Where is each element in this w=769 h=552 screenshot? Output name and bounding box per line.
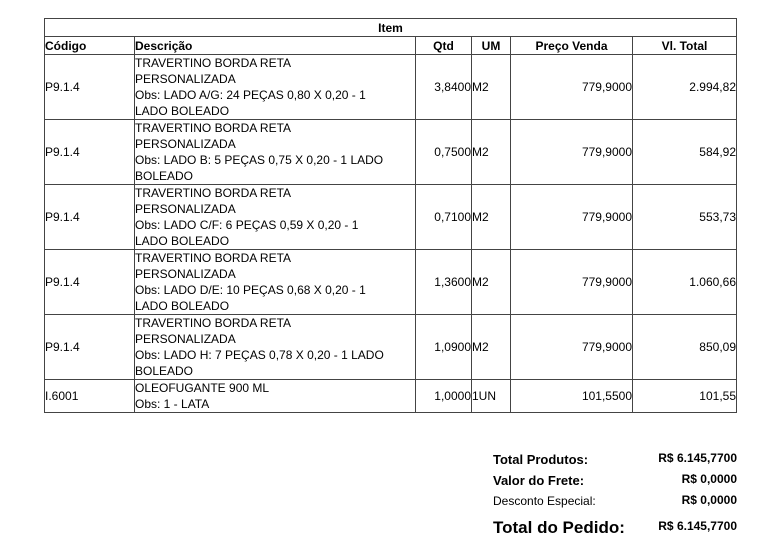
header-um: UM [472,37,511,55]
cell-descricao [135,55,416,120]
order-totals [493,449,739,540]
cell-codigo: P9.1.4 [45,55,135,120]
desc-line: PERSONALIZADA [135,72,236,86]
header-descricao: Descrição [135,37,416,55]
cell-descricao [135,120,416,185]
cell-qtd: 3,8400 [416,55,472,120]
desc-line: LADO BOLEADO [135,299,230,313]
table-row [45,380,737,413]
desc-line: PERSONALIZADA [135,202,236,216]
desc-line: PERSONALIZADA [135,267,236,281]
total-produtos-row [493,449,739,470]
cell-total: 2.994,82 [633,55,737,120]
desc-line: PERSONALIZADA [135,332,236,346]
cell-descricao [135,185,416,250]
desconto-especial-row [493,491,739,512]
table-row [45,120,737,185]
cell-total: 584,92 [633,120,737,185]
desc-line: LADO BOLEADO [135,104,230,118]
total-pedido-value: R$ 6.145,7700 [658,519,737,533]
group-header-row [45,19,737,37]
cell-total: 553,73 [633,185,737,250]
cell-preco: 779,9000 [511,55,633,120]
cell-qtd: 1,3600 [416,250,472,315]
table-row [45,55,737,120]
cell-descricao [135,315,416,380]
cell-qtd: 1,0000 [416,380,472,413]
total-pedido-label: Total do Pedido: [493,518,625,537]
header-total: Vl. Total [633,37,737,55]
cell-preco: 779,9000 [511,250,633,315]
total-produtos-label: Total Produtos: [493,452,589,467]
cell-preco: 779,9000 [511,315,633,380]
desc-line: BOLEADO [135,364,194,378]
desc-line: Obs: 1 - LATA [135,397,210,411]
total-pedido-row [493,512,739,540]
cell-um: M2 [472,55,511,120]
header-codigo: Código [45,37,135,55]
desc-line: TRAVERTINO BORDA RETA [135,56,292,70]
cell-qtd: 0,7500 [416,120,472,185]
cell-um: M2 [472,315,511,380]
table-row [45,250,737,315]
desc-line: Obs: LADO B: 5 PEÇAS 0,75 X 0,20 - 1 LADO [135,153,384,167]
cell-qtd: 0,7100 [416,185,472,250]
desc-line: OLEOFUGANTE 900 ML [135,381,270,395]
cell-descricao [135,380,416,413]
cell-codigo: P9.1.4 [45,250,135,315]
desc-line: Obs: LADO C/F: 6 PEÇAS 0,59 X 0,20 - 1 [135,218,359,232]
cell-total: 850,09 [633,315,737,380]
cell-qtd: 1,0900 [416,315,472,380]
cell-codigo: P9.1.4 [45,120,135,185]
cell-um: 1UN [472,380,511,413]
desc-line: Obs: LADO H: 7 PEÇAS 0,78 X 0,20 - 1 LADO [135,348,384,362]
cell-um: M2 [472,250,511,315]
cell-total: 1.060,66 [633,250,737,315]
cell-descricao [135,250,416,315]
desc-line: TRAVERTINO BORDA RETA [135,121,292,135]
valor-frete-label: Valor do Frete: [493,473,585,488]
desc-line: LADO BOLEADO [135,234,230,248]
total-produtos-value: R$ 6.145,7700 [658,451,737,465]
cell-um: M2 [472,120,511,185]
desc-line: PERSONALIZADA [135,137,236,151]
table-row [45,185,737,250]
cell-codigo: P9.1.4 [45,185,135,250]
desc-line: TRAVERTINO BORDA RETA [135,316,292,330]
cell-preco: 779,9000 [511,120,633,185]
desconto-especial-label: Desconto Especial: [493,494,596,508]
cell-codigo: P9.1.4 [45,315,135,380]
cell-total: 101,55 [633,380,737,413]
desc-line: TRAVERTINO BORDA RETA [135,186,292,200]
table-row [45,315,737,380]
valor-frete-row [493,470,739,491]
column-header-row [45,37,737,55]
desc-line: Obs: LADO A/G: 24 PEÇAS 0,80 X 0,20 - 1 [135,88,366,102]
desc-line: TRAVERTINO BORDA RETA [135,251,292,265]
header-preco: Preço Venda [511,37,633,55]
desc-line: Obs: LADO D/E: 10 PEÇAS 0,68 X 0,20 - 1 [135,283,366,297]
cell-codigo: I.6001 [45,380,135,413]
desc-line: BOLEADO [135,169,194,183]
cell-um: M2 [472,185,511,250]
group-header: Item [45,19,737,37]
cell-preco: 101,5500 [511,380,633,413]
header-qtd: Qtd [416,37,472,55]
valor-frete-value: R$ 0,0000 [681,472,737,486]
items-table [44,18,737,413]
cell-preco: 779,9000 [511,185,633,250]
desconto-especial-value: R$ 0,0000 [681,493,737,507]
